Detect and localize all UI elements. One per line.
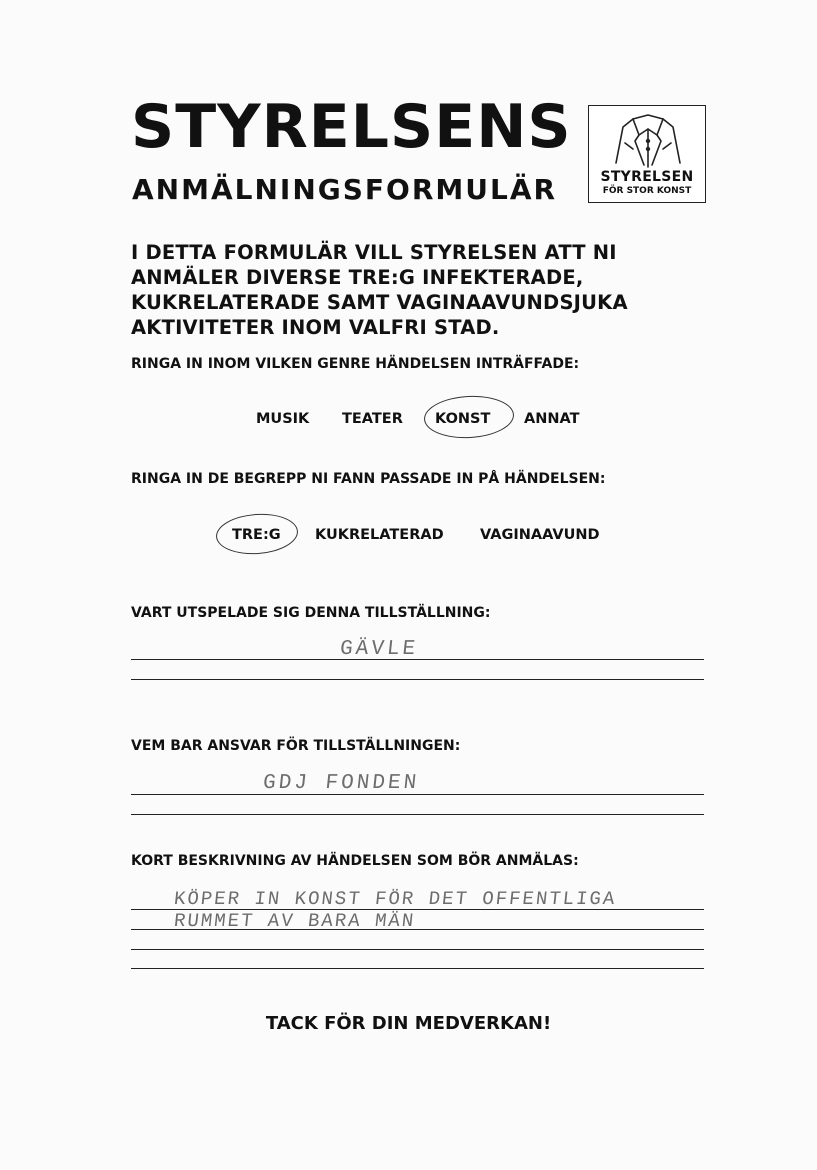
- genre-option-annat[interactable]: ANNAT: [524, 411, 580, 427]
- genre-option-musik[interactable]: MUSIK: [256, 411, 310, 427]
- genre-option-konst[interactable]: KONST: [435, 411, 491, 427]
- who-question-label: VEM BAR ANSVAR FÖR TILLSTÄLLNINGEN:: [131, 738, 461, 754]
- answer-line: [131, 814, 704, 815]
- jacket-collar-icon: [613, 111, 683, 169]
- selection-circle: [423, 394, 515, 441]
- genre-option-teater[interactable]: TEATER: [342, 411, 403, 427]
- selection-circle: [215, 511, 300, 557]
- page-subtitle: ANMÄLNINGSFORMULÄR: [132, 173, 558, 206]
- logo-subtitle: FÖR STOR KONST: [602, 186, 692, 196]
- answer-line: [131, 909, 704, 910]
- description-answer-line-1[interactable]: KÖPER IN KONST FÖR DET OFFENTLIGA: [172, 888, 618, 910]
- intro-part2: ATT NI ANMÄLER DIVERSE TRE:G INFEKTERADE, KUKRELATERADE SAMT VAGINAAVUNDSJUKA AKTIVITETER INOM VALFRI STAD.: [131, 241, 628, 339]
- terms-question-label: RINGA IN DE BEGREPP NI FANN PASSADE IN PÅ HÄNDELSEN:: [131, 471, 606, 487]
- who-answer[interactable]: GDJ FONDEN: [261, 772, 421, 795]
- description-answer-line-2[interactable]: RUMMET AV BARA MÄN: [172, 910, 417, 932]
- term-option-kukrelaterad[interactable]: KUKRELATERAD: [315, 527, 444, 543]
- intro-part1: I DETTA FORMULÄR VILL: [131, 241, 410, 264]
- where-question-label: VART UTSPELADE SIG DENNA TILLSTÄLLNING:: [131, 605, 491, 621]
- answer-line: [131, 929, 704, 930]
- thank-you-text: TACK FÖR DIN MEDVERKAN!: [265, 1013, 552, 1034]
- term-option-treg[interactable]: TRE:G: [232, 527, 281, 543]
- answer-line: [131, 679, 704, 680]
- page-title: STYRELSENS: [131, 92, 572, 162]
- genre-question-label: RINGA IN INOM VILKEN GENRE HÄNDELSEN INTRÄFFADE:: [131, 356, 580, 372]
- intro-emphasis: STYRELSEN: [409, 241, 538, 264]
- styrelsen-logo: [588, 105, 706, 203]
- description-question-label: KORT BESKRIVNING AV HÄNDELSEN SOM BÖR ANMÄLAS:: [131, 853, 579, 869]
- intro-text: [131, 240, 731, 340]
- logo-name: STYRELSEN: [600, 169, 694, 185]
- answer-line: [131, 949, 704, 950]
- where-answer[interactable]: GÄVLE: [338, 638, 420, 661]
- answer-line: [131, 659, 704, 660]
- term-option-vaginaavund[interactable]: VAGINAAVUND: [480, 527, 600, 543]
- answer-line: [131, 794, 704, 795]
- answer-line: [131, 968, 704, 969]
